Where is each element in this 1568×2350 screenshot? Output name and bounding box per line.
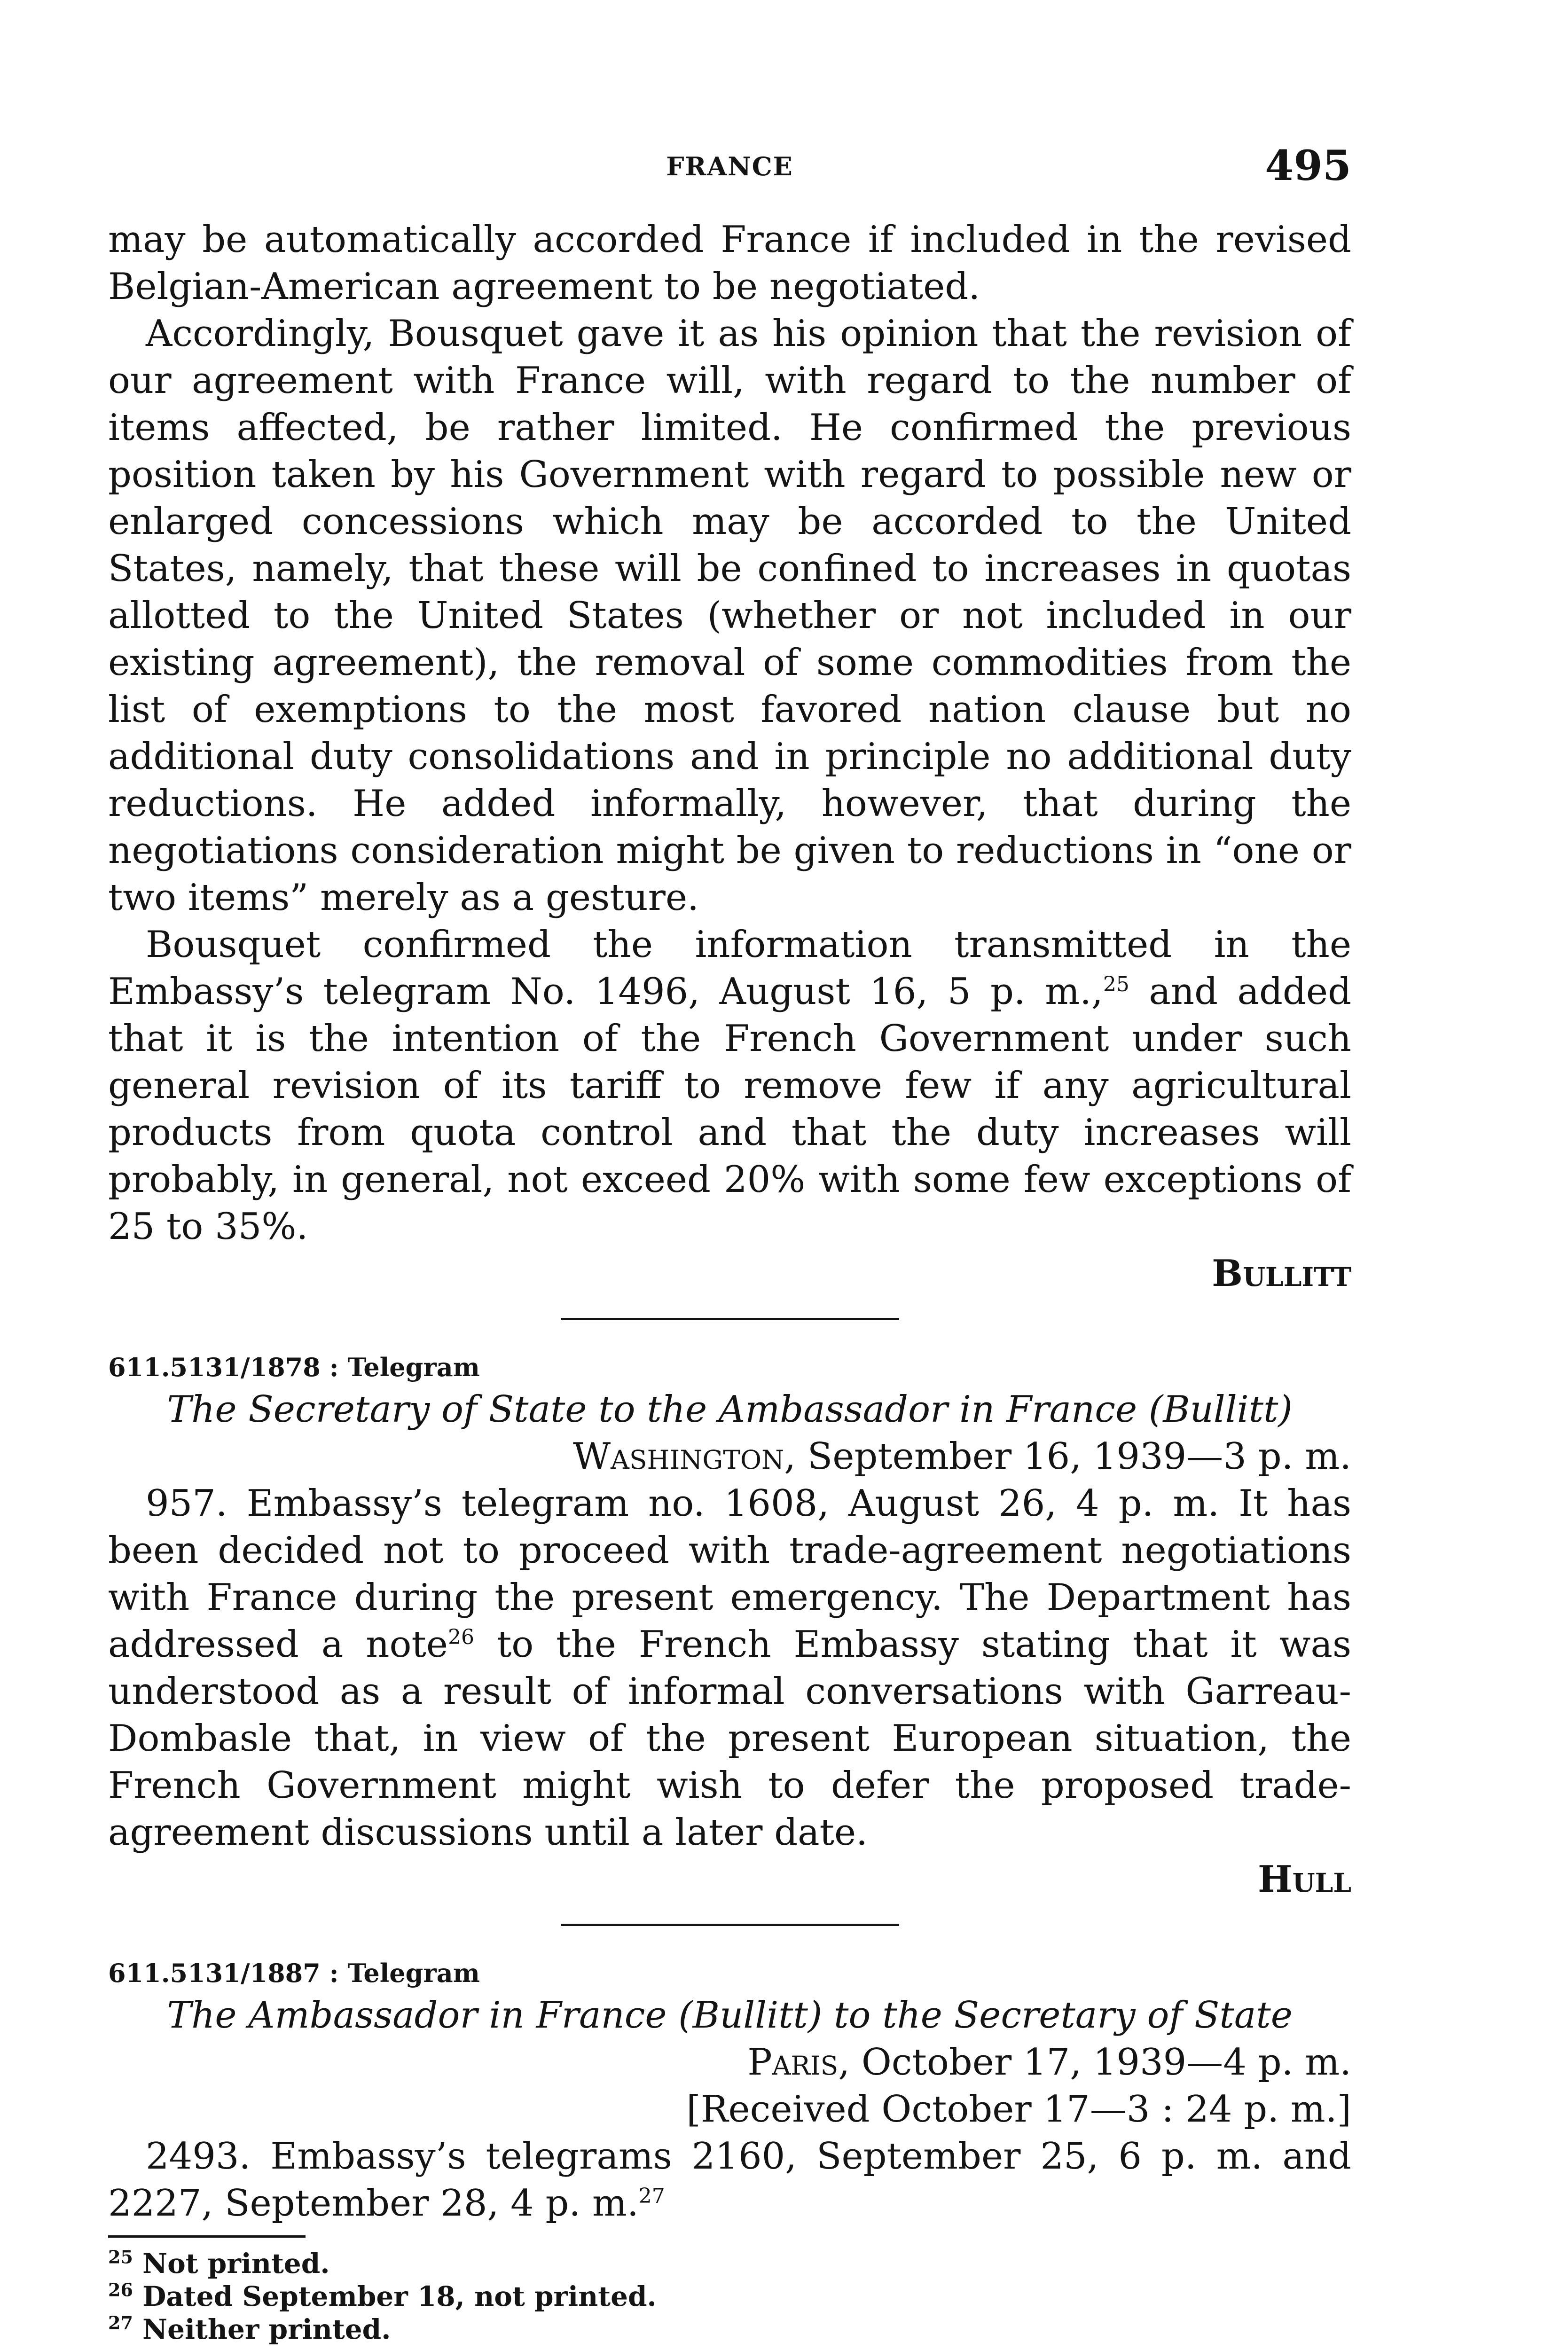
- footnote: [108, 2313, 1351, 2346]
- footnote-mark: 26: [108, 2279, 133, 2301]
- file-reference: 611.5131/1887 : Telegram: [108, 1958, 480, 1988]
- paragraph-telegram-2493: [108, 2133, 1351, 2227]
- footnote-text: Neither printed.: [142, 2313, 391, 2345]
- page-header: [108, 141, 1351, 193]
- footnote-reference: 27: [638, 2184, 665, 2208]
- dateline: [108, 2039, 1351, 2086]
- section-divider: [561, 1318, 899, 1320]
- footnote-mark: 25: [108, 2246, 133, 2268]
- paragraph-text: 2493. Embassy’s telegrams 2160, September 25, 6 p. m. and 2227, September 28, 4 p. m.: [108, 2135, 1351, 2225]
- paragraph-text: and added that it is the intention of the French Government under such general revision of its tariff to remove few if any agricultural products from quota control and that the duty increases will probably, in general, not exceed 20% with some few exceptions of 25 to 35%.: [108, 971, 1351, 1248]
- paragraph-text: 957. Embassy’s telegram no. 1608, August 26, 4 p. m. It has been decided not to proceed with trade-agreement negotiations with France during the present emergency. The Department has addressed a note: [108, 1482, 1351, 1666]
- received-line: [Received October 17—3 : 24 p. m.]: [686, 2088, 1351, 2131]
- document-title: The Secretary of State to the Ambassador in France (Bullitt): [167, 1388, 1293, 1431]
- running-head: FRANCE: [666, 151, 793, 181]
- paragraph-continuation: may be automatically accorded France if included in the revised Belgian-American agreement to be negotiated.: [108, 219, 1351, 308]
- footnote-text: Dated September 18, not printed.: [142, 2280, 657, 2312]
- footnote-reference: 25: [1103, 972, 1129, 996]
- paragraph-bousquet-opinion: Accordingly, Bousquet gave it as his opinion that the revision of our agreement with France will, with regard to the number of items affected, be rather limited. He confirmed the previous position taken by his Government with regard to possible new or enlarged concessions which may be accorded to the United States, namely, that these will be confined to increases in quotas allotted to the United States (whether or not included in our existing agreement), the removal of some commodities from the list of exemptions to the most favored nation clause but no additional duty consolidations and in principle no additional duty reductions. He added informally, however, that during the negotiations consideration might be given to reductions in “one or two items” merely as a gesture.: [108, 313, 1351, 919]
- footnote-text: Not printed.: [142, 2248, 330, 2280]
- dateline-place: Paris: [747, 2041, 839, 2084]
- dateline-place: Washington: [572, 1435, 784, 1478]
- paragraph-text: to the French Embassy stating that it was understood as a result of informal conversations with Garreau-Dombasle that, in view of the present European situation, the French Government might wish to defer the proposed trade-agreement discussions until a later date.: [108, 1623, 1351, 1854]
- paragraph-text: Bousquet confirmed the information transmitted in the Embassy’s telegram No. 1496, August 16, 5 p. m.,: [108, 924, 1351, 1013]
- footnote-rule: [108, 2235, 306, 2238]
- paragraph-telegram-957: [108, 1480, 1351, 1856]
- dateline: [108, 1433, 1351, 1480]
- body-text: [108, 216, 1351, 2346]
- footnote: [108, 2247, 1351, 2280]
- paragraph-bousquet-confirmed: [108, 921, 1351, 1250]
- document-title: The Ambassador in France (Bullitt) to the Secretary of State: [167, 1994, 1293, 2037]
- footnotes: [108, 2247, 1351, 2346]
- signature-hull: Hull: [1257, 1858, 1351, 1901]
- section-divider: [561, 1924, 899, 1926]
- signature-bullitt: Bullitt: [1212, 1252, 1351, 1295]
- file-reference: 611.5131/1878 : Telegram: [108, 1352, 480, 1382]
- footnote: [108, 2280, 1351, 2313]
- footnote-reference: 26: [448, 1625, 475, 1649]
- dateline-date: , October 17, 1939—4 p. m.: [838, 2041, 1351, 2084]
- dateline-date: , September 16, 1939—3 p. m.: [784, 1435, 1351, 1478]
- page-number: 495: [1265, 141, 1351, 190]
- footnote-mark: 27: [108, 2312, 133, 2334]
